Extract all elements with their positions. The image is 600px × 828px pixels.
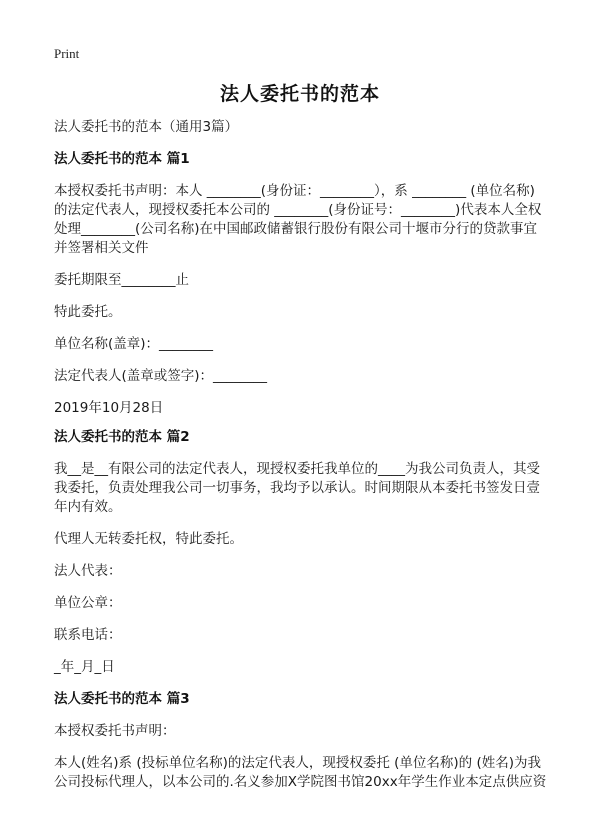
section-1-paragraph: 单位名称(盖章)：________	[54, 336, 214, 352]
section-2-heading: 法人委托书的范本 篇2	[54, 429, 190, 445]
section-2-paragraph: 联系电话：	[54, 627, 122, 643]
section-2-paragraph: 单位公章：	[54, 595, 122, 611]
document-title: 法人委托书的范本	[219, 83, 380, 105]
section-2-paragraph: 法人代表：	[54, 563, 122, 579]
section-3-paragraph: 本授权委托书声明：	[54, 723, 176, 739]
section-2-paragraph: 我__是__有限公司的法定代表人，现授权委托我单位的____为我公司负责人，其受我委托，负责处理我公司一切事务，我均予以承认。时间期限从本委托书签发日壹年内有效。	[54, 461, 540, 515]
section-1-date: 2019年10月28日	[54, 400, 164, 416]
intro-line: 法人委托书的范本（通用3篇）	[54, 119, 239, 135]
document-body	[54, 118, 548, 805]
print-label[interactable]: Print	[54, 46, 80, 61]
section-3-paragraph: 本人(姓名)系 (投标单位名称)的法定代表人，现授权委托 (单位名称)的 (姓名)为我公司投标代理人，以本公司的.名义参加X学院图书馆20xx年学生作业本定点供应资	[54, 755, 547, 790]
section-1-paragraph: 特此委托。	[54, 304, 122, 320]
section-1-heading: 法人委托书的范本 篇1	[54, 151, 190, 167]
section-3-heading: 法人委托书的范本 篇3	[54, 691, 190, 707]
section-1-paragraph: 本授权委托书声明：本人 ________(身份证：________），系 ________ (单位名称)的法定代表人，现授权委托本公司的 ________(身份证号：________)代表本人全权处理________(公司名称)在中国邮政储蓄银行股份有限公司十堰市分行的贷款事宜并签署相关文件	[54, 183, 542, 256]
section-1-paragraph: 委托期限至________止	[54, 272, 189, 288]
section-1-paragraph: 法定代表人(盖章或签字)：________	[54, 368, 268, 384]
section-2-paragraph: 代理人无转委托权，特此委托。	[54, 531, 243, 547]
section-2-date: _年_月_日	[54, 659, 115, 675]
